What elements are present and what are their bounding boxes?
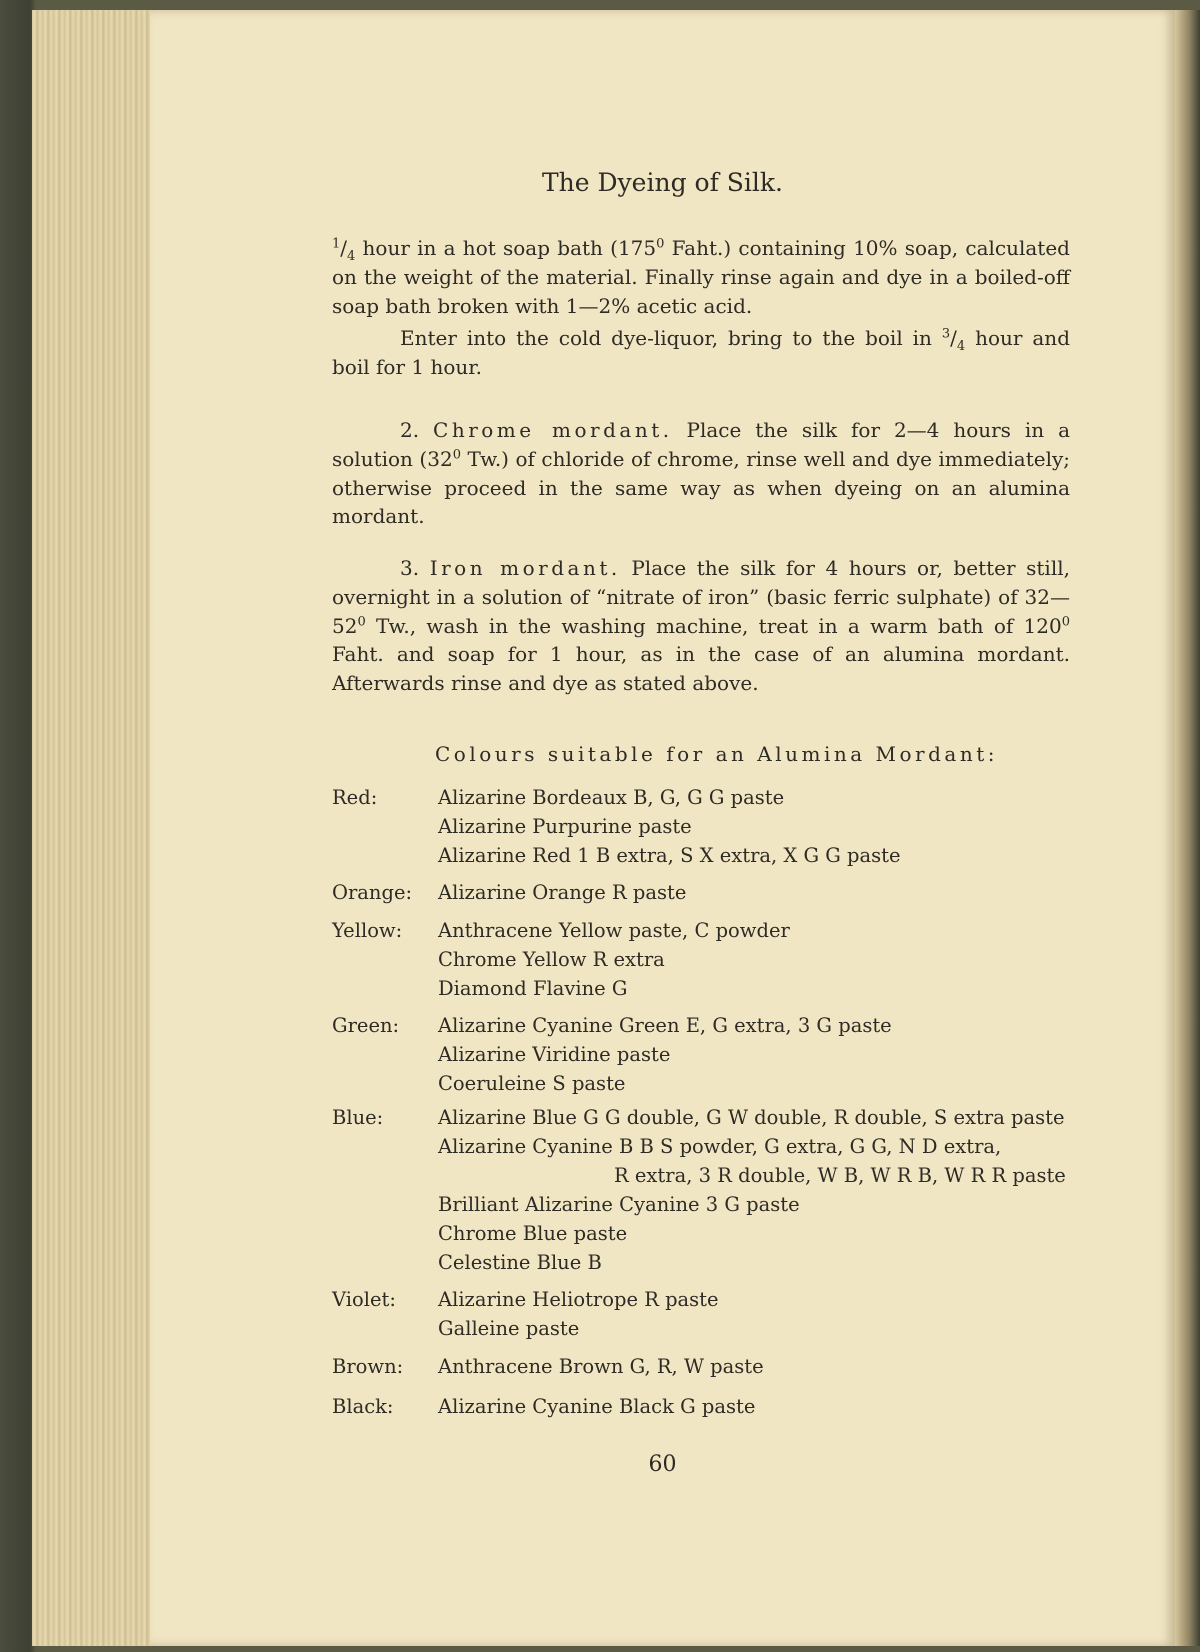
dye-item: Alizarine Cyanine B B S powder, G extra, G G, N D extra, <box>438 1135 1002 1158</box>
page-title: The Dyeing of Silk. <box>542 168 783 197</box>
dye-item: Alizarine Orange R paste <box>438 881 687 904</box>
dye-item: Anthracene Brown G, R, W paste <box>438 1355 764 1378</box>
colour-label: Blue: <box>332 1106 384 1129</box>
colour-label: Black: <box>332 1395 394 1418</box>
chrome-mordant-heading: Chrome mordant. <box>433 418 673 442</box>
paragraph-iron-mordant: 3. Iron mordant. Place the silk for 4 hours or, better still, overnight in a solution of “nitrate of iron” (basic ferric sulphate) of $32—52^0$ Tw., wash in the washing machine, treat in a warm bath of $120^0$ Faht. and soap for 1 hour, as in the case of an alumina mordant. Afterwards rinse and dye as stated above. <box>332 556 1070 696</box>
dye-item: Alizarine Purpurine paste <box>438 815 692 838</box>
paragraph-soap-bath: $^1/_4$ hour in a hot soap bath ($175^0$ Faht.) containing 10% soap, calculated on the weight of the material. Finally rinse again and dye in a boiled-off soap bath broken with 1—2% acetic acid. <box>332 236 1070 318</box>
iron-mordant-heading: Iron mordant. <box>429 556 621 580</box>
dye-item-continuation: R extra, 3 R double, W B, W R B, W R R paste <box>614 1164 1066 1187</box>
colour-label: Violet: <box>332 1288 396 1311</box>
dye-item: Celestine Blue B <box>438 1251 602 1274</box>
dye-item: Alizarine Heliotrope R paste <box>438 1288 719 1311</box>
dye-item: Coeruleine S paste <box>438 1072 626 1095</box>
colour-label: Orange: <box>332 881 413 904</box>
dye-item: Alizarine Blue G G double, G W double, R double, S extra paste <box>438 1106 1065 1129</box>
dye-item: Alizarine Bordeaux B, G, G G paste <box>438 786 785 809</box>
dye-item: Anthracene Yellow paste, C powder <box>438 919 790 942</box>
colour-label: Yellow: <box>332 919 403 942</box>
dye-item: Diamond Flavine G <box>438 977 628 1000</box>
page-number: 60 <box>648 1452 677 1477</box>
paragraph-dye-liquor: Enter into the cold dye-liquor, bring to the boil in $^3/_4$ hour and boil for 1 hour. <box>332 326 1070 379</box>
colour-label: Brown: <box>332 1355 404 1378</box>
dye-item: Alizarine Red 1 B extra, S X extra, X G G paste <box>438 844 901 867</box>
dye-item: Alizarine Viridine paste <box>438 1043 671 1066</box>
page-edges <box>32 10 162 1646</box>
paragraph-chrome-mordant: 2. Chrome mordant. Place the silk for 2—4 hours in a solution ($32^0$ Tw.) of chloride of chrome, rinse well and dye immediately; otherwise proceed in the same way as when dyeing on an alumina mordant. <box>332 418 1071 529</box>
dye-item: Brilliant Alizarine Cyanine 3 G paste <box>438 1193 800 1216</box>
dye-item: Chrome Blue paste <box>438 1222 628 1245</box>
dye-item: Chrome Yellow R extra <box>438 948 665 971</box>
dye-item: Alizarine Cyanine Green E, G extra, 3 G paste <box>438 1014 892 1037</box>
dye-item: Galleine paste <box>438 1317 580 1340</box>
binding-strip <box>1175 10 1200 1646</box>
colours-table-heading: Colours suitable for an Alumina Mordant: <box>435 742 998 766</box>
dye-item: Alizarine Cyanine Black G paste <box>438 1395 756 1418</box>
colour-label: Red: <box>332 786 378 809</box>
colour-label: Green: <box>332 1014 400 1037</box>
